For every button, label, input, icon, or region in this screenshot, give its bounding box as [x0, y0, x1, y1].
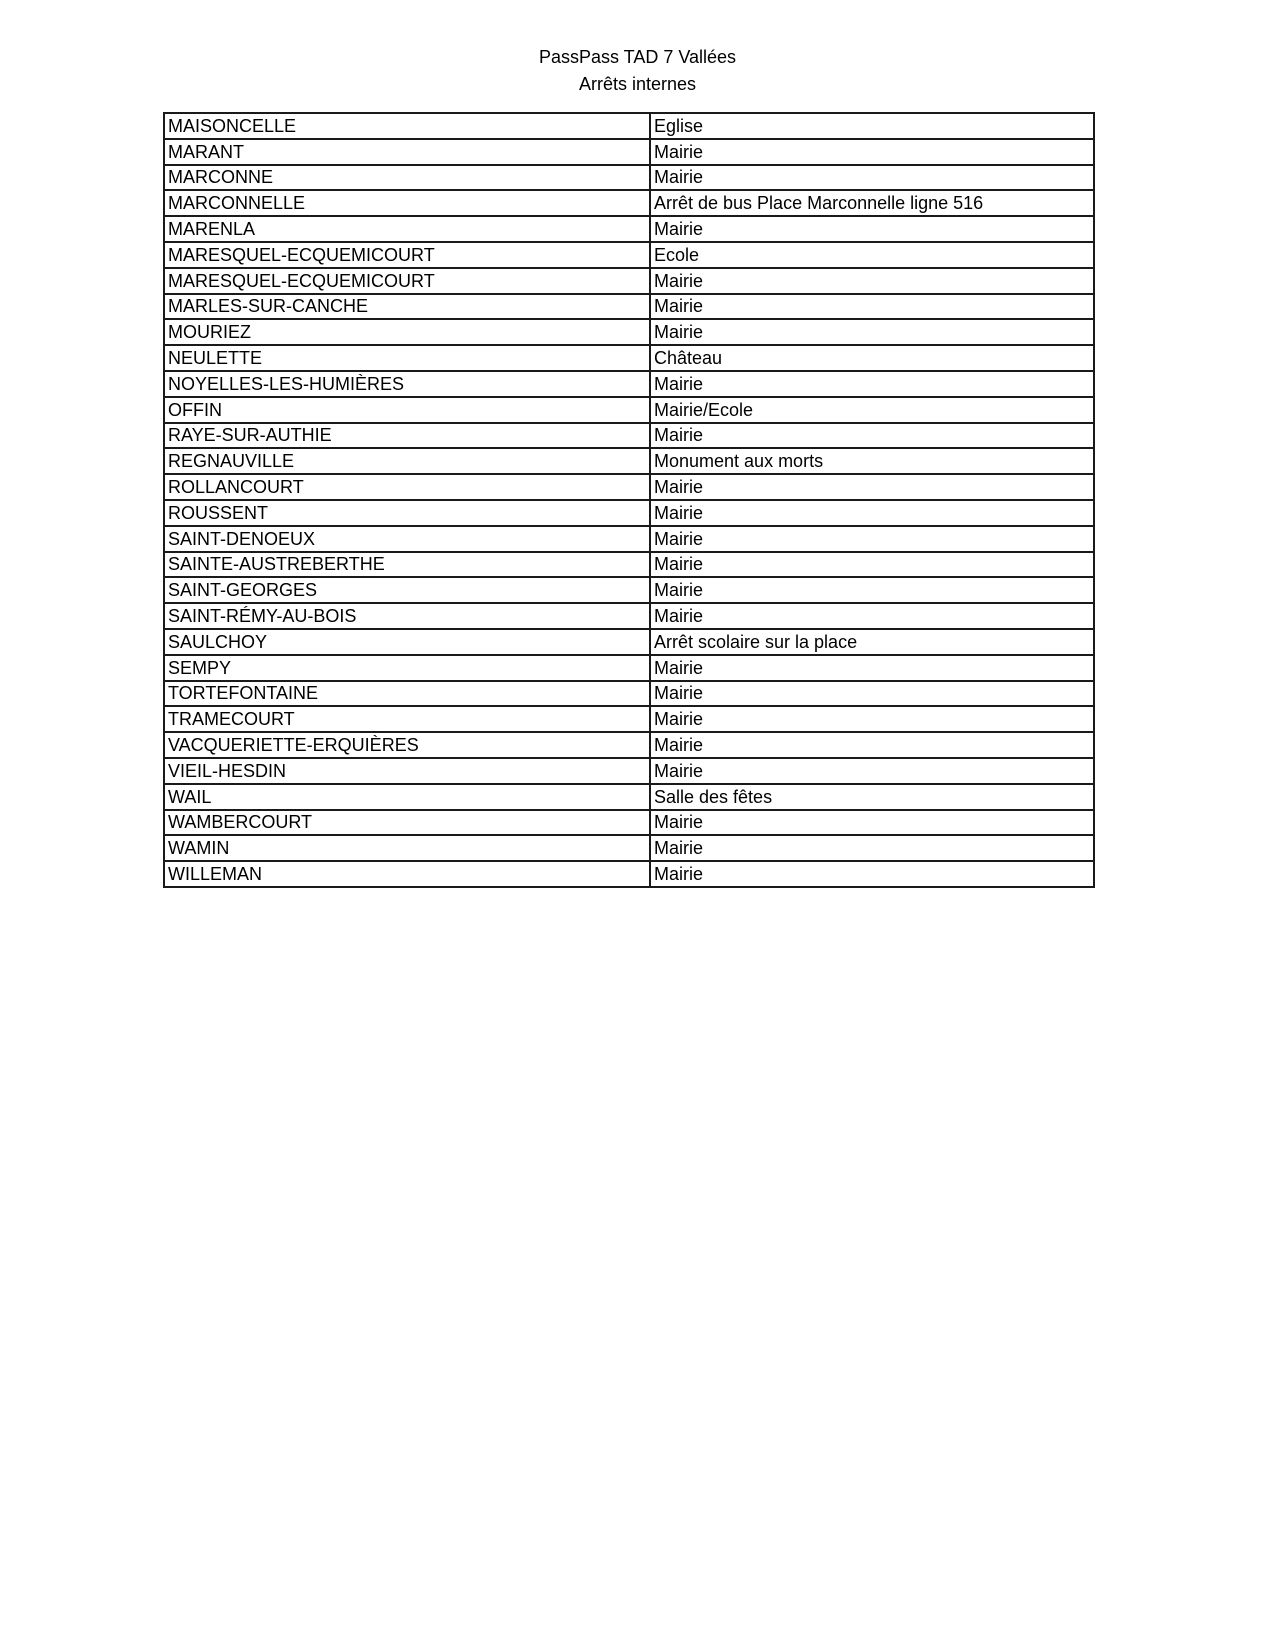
stop-location-cell: Mairie/Ecole [650, 397, 1094, 423]
commune-cell: REGNAUVILLE [164, 448, 650, 474]
stop-location-cell: Mairie [650, 500, 1094, 526]
commune-cell: MARESQUEL-ECQUEMICOURT [164, 268, 650, 294]
stop-location-cell: Mairie [650, 706, 1094, 732]
commune-cell: NOYELLES-LES-HUMIÈRES [164, 371, 650, 397]
table-row [164, 139, 1094, 165]
table-row [164, 603, 1094, 629]
commune-cell: TORTEFONTAINE [164, 681, 650, 707]
document-title: PassPass TAD 7 Vallées [538, 47, 737, 67]
stop-location-cell: Arrêt scolaire sur la place [650, 629, 1094, 655]
commune-cell: TRAMECOURT [164, 706, 650, 732]
commune-cell: WAMIN [164, 835, 650, 861]
stop-location-cell: Mairie [650, 681, 1094, 707]
table-row [164, 397, 1094, 423]
table-row [164, 552, 1094, 578]
commune-cell: MARESQUEL-ECQUEMICOURT [164, 242, 650, 268]
table-row [164, 835, 1094, 861]
table-row [164, 423, 1094, 449]
table-row [164, 784, 1094, 810]
commune-cell: VACQUERIETTE-ERQUIÈRES [164, 732, 650, 758]
stop-location-cell: Château [650, 345, 1094, 371]
stop-location-cell: Mairie [650, 423, 1094, 449]
commune-cell: MARENLA [164, 216, 650, 242]
stop-location-cell: Eglise [650, 113, 1094, 139]
table-row [164, 577, 1094, 603]
stop-location-cell: Mairie [650, 294, 1094, 320]
commune-cell: MARANT [164, 139, 650, 165]
stops-table-body [164, 113, 1094, 887]
commune-cell: MAISONCELLE [164, 113, 650, 139]
commune-cell: MARCONNE [164, 165, 650, 191]
table-row [164, 474, 1094, 500]
table-row [164, 629, 1094, 655]
stop-location-cell: Salle des fêtes [650, 784, 1094, 810]
table-row [164, 861, 1094, 887]
stop-location-cell: Arrêt de bus Place Marconnelle ligne 516 [650, 190, 1094, 216]
table-row [164, 500, 1094, 526]
commune-cell: VIEIL-HESDIN [164, 758, 650, 784]
table-row [164, 268, 1094, 294]
stop-location-cell: Mairie [650, 319, 1094, 345]
table-row [164, 448, 1094, 474]
commune-cell: SAULCHOY [164, 629, 650, 655]
stop-location-cell: Mairie [650, 268, 1094, 294]
table-row [164, 113, 1094, 139]
stop-location-cell: Mairie [650, 758, 1094, 784]
stop-location-cell: Mairie [650, 861, 1094, 887]
commune-cell: MARLES-SUR-CANCHE [164, 294, 650, 320]
commune-cell: WAIL [164, 784, 650, 810]
commune-cell: NEULETTE [164, 345, 650, 371]
stop-location-cell: Mairie [650, 552, 1094, 578]
table-row [164, 294, 1094, 320]
commune-cell: WAMBERCOURT [164, 810, 650, 836]
stop-location-cell: Mairie [650, 216, 1094, 242]
commune-cell: MOURIEZ [164, 319, 650, 345]
stops-table [163, 112, 1095, 888]
stop-location-cell: Mairie [650, 835, 1094, 861]
table-row [164, 165, 1094, 191]
table-row [164, 732, 1094, 758]
stop-location-cell: Ecole [650, 242, 1094, 268]
commune-cell: RAYE-SUR-AUTHIE [164, 423, 650, 449]
commune-cell: ROUSSENT [164, 500, 650, 526]
commune-cell: SAINT-RÉMY-AU-BOIS [164, 603, 650, 629]
stop-location-cell: Mairie [650, 139, 1094, 165]
table-row [164, 758, 1094, 784]
commune-cell: WILLEMAN [164, 861, 650, 887]
table-row [164, 319, 1094, 345]
table-row [164, 810, 1094, 836]
commune-cell: MARCONNELLE [164, 190, 650, 216]
stop-location-cell: Mairie [650, 732, 1094, 758]
stop-location-cell: Mairie [650, 371, 1094, 397]
table-row [164, 345, 1094, 371]
document-subtitle: Arrêts internes [578, 74, 697, 94]
document-header [0, 44, 1275, 98]
stop-location-cell: Mairie [650, 165, 1094, 191]
table-row [164, 706, 1094, 732]
commune-cell: SAINT-DENOEUX [164, 526, 650, 552]
stop-location-cell: Mairie [650, 577, 1094, 603]
stop-location-cell: Mairie [650, 474, 1094, 500]
stop-location-cell: Mairie [650, 810, 1094, 836]
commune-cell: ROLLANCOURT [164, 474, 650, 500]
commune-cell: SAINTE-AUSTREBERTHE [164, 552, 650, 578]
stop-location-cell: Mairie [650, 655, 1094, 681]
stop-location-cell: Mairie [650, 526, 1094, 552]
table-row [164, 655, 1094, 681]
stop-location-cell: Monument aux morts [650, 448, 1094, 474]
table-row [164, 216, 1094, 242]
stop-location-cell: Mairie [650, 603, 1094, 629]
table-row [164, 190, 1094, 216]
table-row [164, 526, 1094, 552]
table-row [164, 242, 1094, 268]
table-row [164, 681, 1094, 707]
commune-cell: SEMPY [164, 655, 650, 681]
commune-cell: SAINT-GEORGES [164, 577, 650, 603]
table-row [164, 371, 1094, 397]
commune-cell: OFFIN [164, 397, 650, 423]
